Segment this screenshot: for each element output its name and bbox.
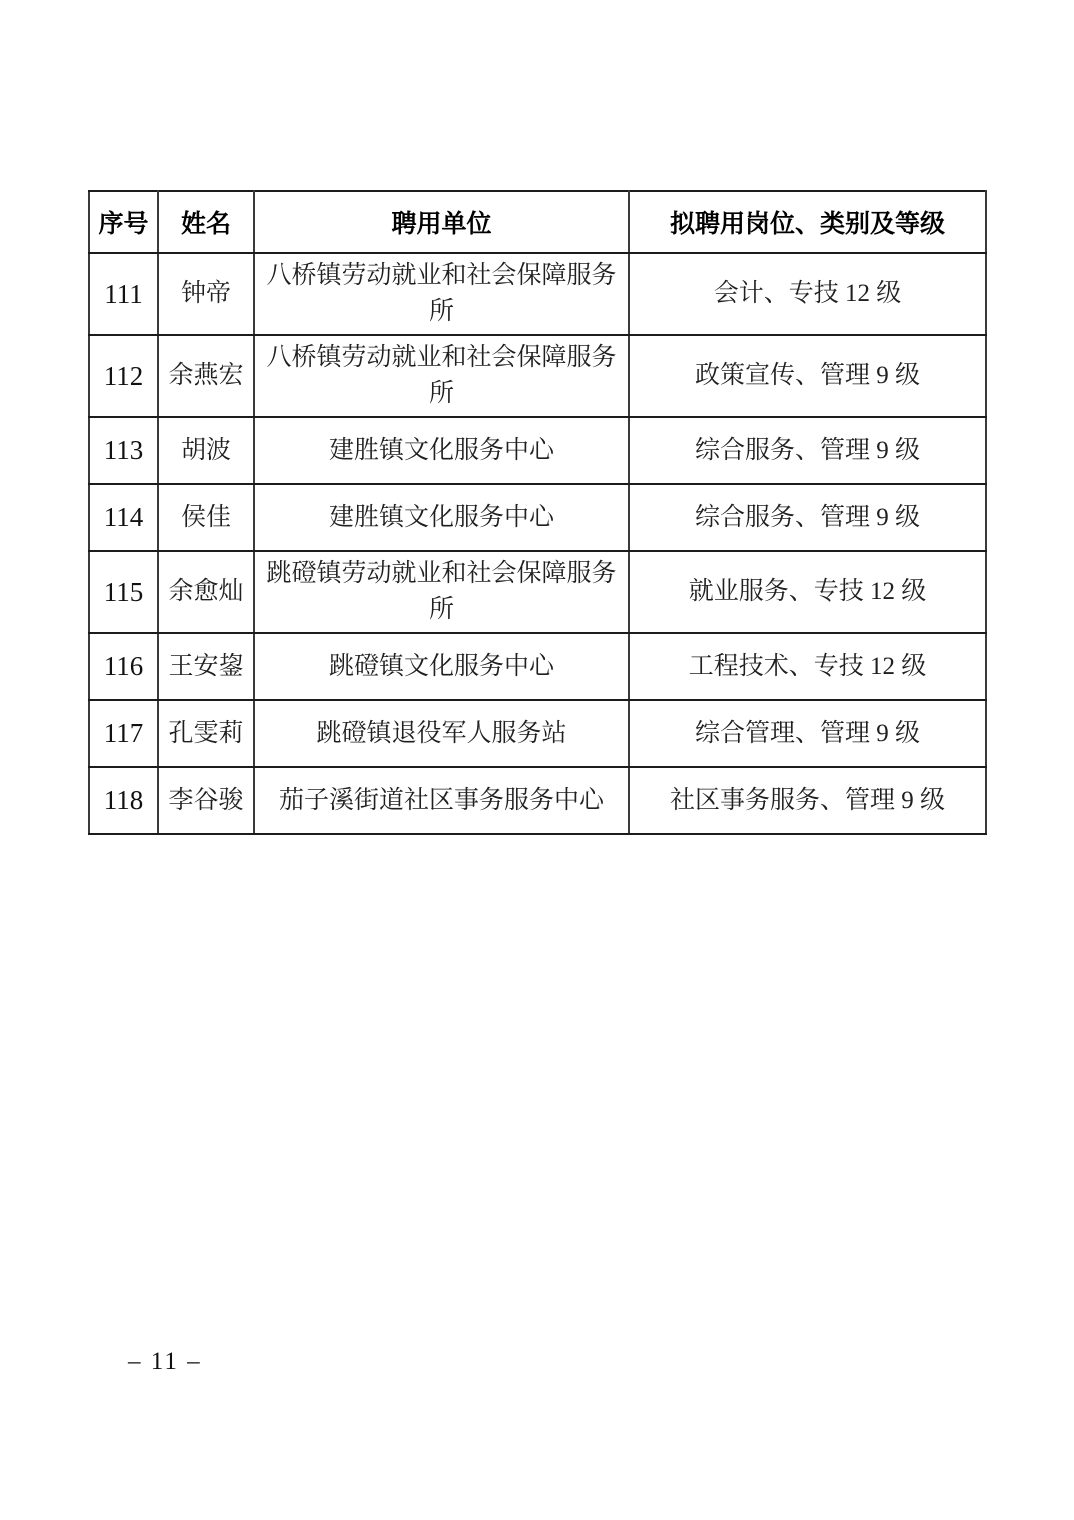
table-header-row bbox=[89, 191, 986, 253]
unit-cell: 茄子溪街道社区事务服务中心 bbox=[254, 767, 629, 834]
position-cell: 就业服务、专技 12 级 bbox=[629, 551, 986, 633]
serial-cell: 113 bbox=[89, 417, 158, 484]
unit-cell: 八桥镇劳动就业和社会保障服务所 bbox=[254, 335, 629, 417]
name-cell: 余燕宏 bbox=[158, 335, 254, 417]
name-cell: 胡波 bbox=[158, 417, 254, 484]
serial-cell: 114 bbox=[89, 484, 158, 551]
header-name: 姓名 bbox=[158, 191, 254, 253]
position-cell: 综合服务、管理 9 级 bbox=[629, 484, 986, 551]
name-cell: 王安鋆 bbox=[158, 633, 254, 700]
position-cell: 工程技术、专技 12 级 bbox=[629, 633, 986, 700]
unit-cell: 跳磴镇劳动就业和社会保障服务所 bbox=[254, 551, 629, 633]
name-cell: 余愈灿 bbox=[158, 551, 254, 633]
table-row bbox=[89, 484, 986, 551]
table-row bbox=[89, 253, 986, 335]
table-row bbox=[89, 417, 986, 484]
header-position-category-grade: 拟聘用岗位、类别及等级 bbox=[629, 191, 986, 253]
table-row bbox=[89, 633, 986, 700]
name-cell: 侯佳 bbox=[158, 484, 254, 551]
unit-cell: 跳磴镇退役军人服务站 bbox=[254, 700, 629, 767]
name-cell: 李谷骏 bbox=[158, 767, 254, 834]
serial-cell: 115 bbox=[89, 551, 158, 633]
serial-cell: 111 bbox=[89, 253, 158, 335]
page-number: – 11 – bbox=[128, 1348, 202, 1375]
serial-cell: 117 bbox=[89, 700, 158, 767]
position-cell: 社区事务服务、管理 9 级 bbox=[629, 767, 986, 834]
unit-cell: 建胜镇文化服务中心 bbox=[254, 484, 629, 551]
table-row bbox=[89, 700, 986, 767]
name-cell: 钟帝 bbox=[158, 253, 254, 335]
serial-cell: 112 bbox=[89, 335, 158, 417]
header-serial-number: 序号 bbox=[89, 191, 158, 253]
position-cell: 会计、专技 12 级 bbox=[629, 253, 986, 335]
position-cell: 综合服务、管理 9 级 bbox=[629, 417, 986, 484]
header-employing-unit: 聘用单位 bbox=[254, 191, 629, 253]
name-cell: 孔雯莉 bbox=[158, 700, 254, 767]
employment-roster-table bbox=[88, 190, 987, 835]
table-row bbox=[89, 335, 986, 417]
position-cell: 政策宣传、管理 9 级 bbox=[629, 335, 986, 417]
table-row bbox=[89, 551, 986, 633]
unit-cell: 八桥镇劳动就业和社会保障服务所 bbox=[254, 253, 629, 335]
position-cell: 综合管理、管理 9 级 bbox=[629, 700, 986, 767]
serial-cell: 116 bbox=[89, 633, 158, 700]
unit-cell: 建胜镇文化服务中心 bbox=[254, 417, 629, 484]
serial-cell: 118 bbox=[89, 767, 158, 834]
unit-cell: 跳磴镇文化服务中心 bbox=[254, 633, 629, 700]
table-row bbox=[89, 767, 986, 834]
